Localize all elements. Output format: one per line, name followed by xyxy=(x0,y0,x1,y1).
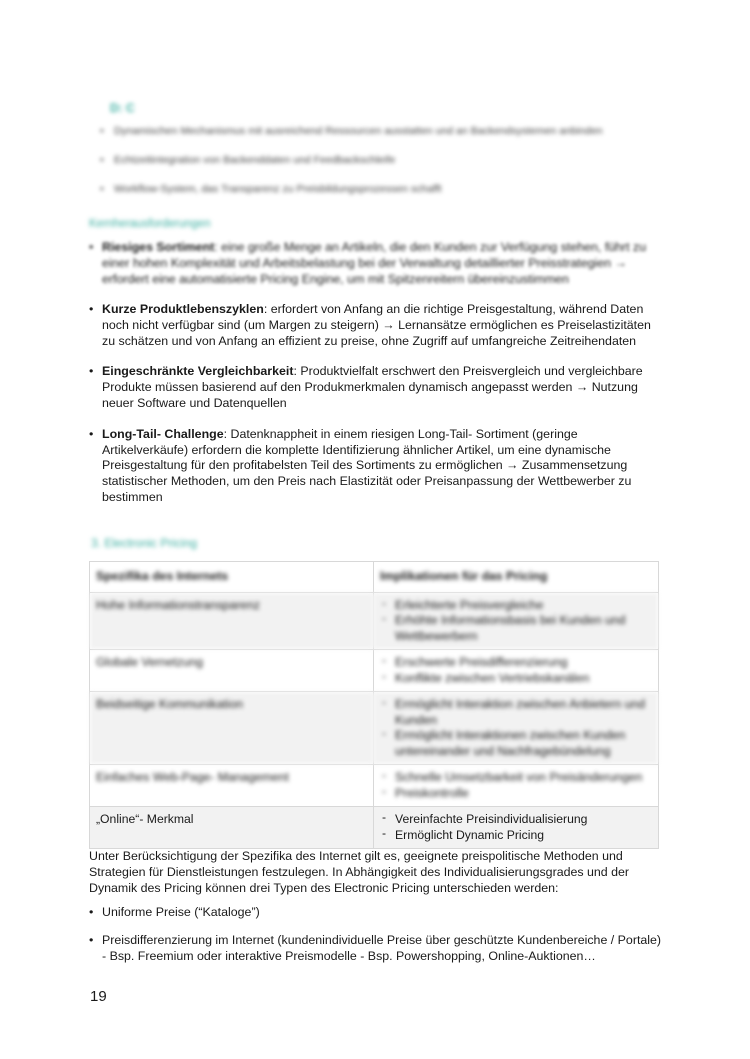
pricing-types-list xyxy=(89,905,664,977)
bullet-text: : eine große Menge an Artikeln, die den Kunden zur Verfügung stehen, führt zu einer hohen Komplexität und Arbeitsbelastung bei der Verwaltung detaillierter Preisstrategien → erfordert eine automatisierte Pricing Engine, um mit Spitzenreitern übereinzustimmen xyxy=(102,240,647,286)
table-cell xyxy=(374,692,659,765)
table-cell: Einfaches Web-Page- Management xyxy=(90,765,374,807)
table-header-row xyxy=(90,562,659,593)
list-item: - Vereinfachte Preisindividualisierung xyxy=(380,812,652,828)
table-cell xyxy=(374,592,659,650)
bullet-text: : Datenknappheit in einem riesigen Long-Tail- Sortiment (geringe Artikelverkäufe) erfordern die komplette Identifizierung ähnlicher Artikel, um eine dynamische Preisgestaltung für den profitabelsten Teil des Sortiments zu ermöglichen → Zusammensetzung statistischer Methoden, um den Preis nach Elastizität oder Preisanpassung der Wettbewerber zu bestimmen xyxy=(102,426,632,505)
section-heading: 3. Electronic Pricing xyxy=(91,536,198,550)
table-cell: „Online“- Merkmal xyxy=(90,807,374,849)
top-bullet-list xyxy=(100,124,660,211)
table-header-cell: Spezifika des Internets xyxy=(90,562,374,593)
list-item xyxy=(89,427,659,507)
internet-specifics-table xyxy=(89,561,659,849)
bullet-term: Kurze Produktlebenszyklen xyxy=(102,302,264,317)
table-cell xyxy=(374,765,659,807)
list-item: - Erleichterte Preisvergleiche xyxy=(380,598,652,614)
list-item: - Ermöglicht Interaktion zwischen Anbietern und Kunden xyxy=(380,697,652,728)
list-item: - Konflikte zwischen Vertriebskanälen xyxy=(380,671,652,687)
list-item: • Uniforme Preise (“Kataloge”) xyxy=(89,905,664,921)
list-item: - Erschwerte Preisdifferenzierung xyxy=(380,655,652,671)
list-item xyxy=(89,302,659,350)
bullet-term: Riesiges Sortiment xyxy=(102,240,215,254)
table-row xyxy=(90,592,659,650)
challenges-list xyxy=(89,240,659,521)
list-item xyxy=(89,364,659,412)
table-row xyxy=(90,807,659,849)
table-header-cell: Implikationen für das Pricing xyxy=(374,562,659,593)
body-paragraph: Unter Berücksichtigung der Spezifika des Internet gilt es, geeignete preispolitische Methoden und Strategien für Dienstleistungen festzulegen. In Abhängigkeit des Individualisierungsgrades und der Dynamik des Pricing können drei Typen des Electronic Pricing unterschieden werden: xyxy=(89,849,630,895)
list-item: • Dynamischen Mechanismus mit ausreichend Ressourcen ausstatten und an Backendsystemen anbinden xyxy=(100,124,660,139)
table-cell xyxy=(374,807,659,849)
subsection-heading: D: C xyxy=(110,101,135,115)
table-cell: Beidseitige Kommunikation xyxy=(90,692,374,765)
table-row xyxy=(90,650,659,692)
list-item: - Schnelle Umsetzbarkeit von Preisänderungen xyxy=(380,770,652,786)
table-cell: Globale Vernetzung xyxy=(90,650,374,692)
list-item xyxy=(89,240,659,288)
list-item: • Echtzeitintegration von Backenddaten und Feedbackschleife xyxy=(100,153,660,168)
table-cell: Hohe Informationstransparenz xyxy=(90,592,374,650)
list-item: - Preiskontrolle xyxy=(380,786,652,802)
list-item: - Ermöglicht Interaktionen zwischen Kunden untereinander und Nachfragebündelung xyxy=(380,728,652,759)
table-row xyxy=(90,765,659,807)
section-label: Kernherausforderungen xyxy=(89,218,211,230)
list-item: • Preisdifferenzierung im Internet (kundenindividuelle Preise über geschützte Kundenbereiche / Portale) - Bsp. Freemium oder interaktive Preismodelle - Bsp. Powershopping, Online-Auktionen… xyxy=(89,933,664,965)
list-item: - Erhöhte Informationsbasis bei Kunden und Wettbewerbern xyxy=(380,613,652,644)
table-cell xyxy=(374,650,659,692)
bullet-text: : erfordert von Anfang an die richtige Preisgestaltung, während Daten noch nicht verfügbar sind (um Margen zu steigern) → Lernansätze ermöglichen es Preiselastizitäten zu schätzen und von Anfang an effizient zu preise, ohne Zugriff auf umfangreiche Zeitreihendaten xyxy=(102,302,651,349)
page-number: 19 xyxy=(90,988,107,1005)
bullet-text: : Produktvielfalt erschwert den Preisvergleich und vergleichbare Produkte müssen basierend auf den Produkmerkmalen dynamisch angepasst werden → Nutzung neuer Software und Datenquellen xyxy=(102,364,643,411)
list-item: - Ermöglicht Dynamic Pricing xyxy=(380,828,652,844)
bullet-term: Eingeschränkte Vergleichbarkeit xyxy=(102,364,294,379)
bullet-term: Long-Tail- Challenge xyxy=(102,426,224,441)
table-row xyxy=(90,692,659,765)
list-item: • Workflow-System, das Transparenz zu Preisbildungsprozessen schafft xyxy=(100,182,660,197)
